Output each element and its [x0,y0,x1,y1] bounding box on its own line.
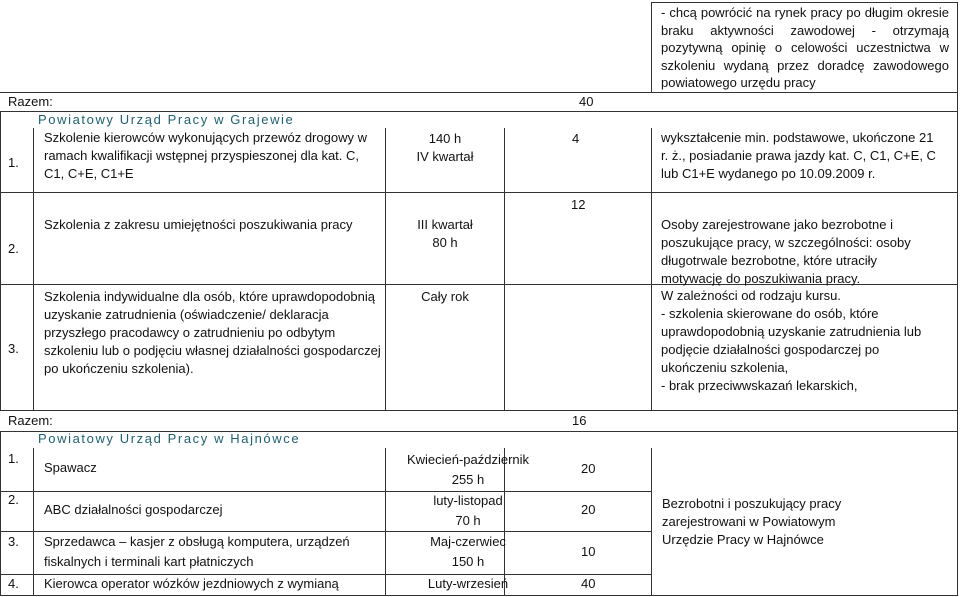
participant-count: 4 [572,131,580,146]
training-period: Cały rok [421,289,469,304]
training-name: Sprzedawca – kasjer z obsługą komputera, urządzeń fiskalnych i terminali kart płatniczych [44,534,350,569]
total-label: Razem: [8,94,53,109]
office-title-grajewo: Powiatowy Urząd Pracy w Grajewie [38,112,295,127]
participant-count: 20 [581,461,596,476]
eligibility-criteria: W zależności od rodzaju kursu. - szkolenia skierowane do osób, które uprawdopodobnią uzyskanie zatrudnienia lub podjęcie działalności gospodarczej po ukończeniu szkolenia, - brak przeciwwskazań lekarskich, [661,288,922,393]
training-name: Szkolenia indywidualne dla osób, które uprawdopodobnią uzyskanie zatrudnienia (oświadczenie/ deklaracja przyszłego pracodawcy o zatrudnieniu po odbytym szkoleniu lub o podjęciu własnej działalności gospodarczej po ukończeniu szkolenia). [44,289,381,376]
rule [0,92,958,93]
participant-count: 12 [571,197,586,212]
training-name: Kierowca operator wózków jezdniowych z wymianą [44,576,339,591]
training-period: Maj-czerwiec 150 h [430,534,506,569]
rule [957,2,958,595]
training-period: III kwartał 80 h [417,217,473,250]
row-number: 4. [8,576,19,591]
row-number: 3. [8,341,19,356]
rule [33,448,34,595]
training-period: luty-listopad 70 h [433,493,503,528]
total-label: Razem: [8,413,53,428]
training-name: Szkolenie kierowców wykonujących przewóz drogowy w ramach kwalifikacji wstępnej przyspieszonej dla kat. C, C1, C+E, C1+E [44,130,367,181]
training-period: 140 h IV kwartał [416,131,474,164]
previous-criteria-text: - chcą powrócić na rynek pracy po długim okresie braku aktywności zawodowej - otrzymają pozytywną opinię o celowości uczestnictwa w szkoleniu wydaną przez doradcę zawodowego powiatowego urzędu pracy [661,5,949,90]
participant-count: 20 [581,502,596,517]
rule [0,491,652,492]
rule [651,448,652,595]
row-number: 3. [8,534,19,549]
eligibility-criteria: wykształcenie min. podstawowe, ukończone 21 r. ż., posiadanie prawa jazdy kat. C, C1, C+E, C lub C1+E wydanego po 10.09.2009 r. [661,130,936,181]
rule [651,2,652,92]
training-period: Luty-wrzesień [427,576,509,591]
rule [0,595,958,596]
rule [0,111,1,410]
total-value: 40 [579,94,594,109]
rule [651,128,652,410]
training-name: Spawacz [44,460,97,475]
row-number: 2. [8,492,19,507]
rule [0,431,1,595]
row-number: 1. [8,155,19,170]
training-name: ABC działalności gospodarczej [44,502,223,517]
eligibility-criteria: Osoby zarejestrowane jako bezrobotne i poszukujące pracy, w szczególności: osoby długotrwale bezrobotne, które utraciły motywację do poszukiwania pracy. [661,217,911,286]
training-name: Szkolenia z zakresu umiejętności poszukiwania pracy [44,217,353,232]
eligibility-criteria: Bezrobotni i poszukujący pracy zarejestrowani w Powiatowym Urzędzie Pracy w Hajnówce [662,496,842,547]
participant-count: 10 [581,544,596,559]
training-period: Kwiecień-październik 255 h [406,452,530,487]
row-number: 2. [8,241,19,256]
row-number: 1. [8,451,19,466]
participant-count: 40 [581,576,596,591]
rule [0,410,958,411]
rule [0,192,958,193]
rule [385,128,386,410]
rule [651,2,958,3]
rule [33,128,34,410]
rule [504,128,505,410]
total-value: 16 [572,413,587,428]
office-title-hajnowka: Powiatowy Urząd Pracy w Hajnówce [38,431,301,446]
